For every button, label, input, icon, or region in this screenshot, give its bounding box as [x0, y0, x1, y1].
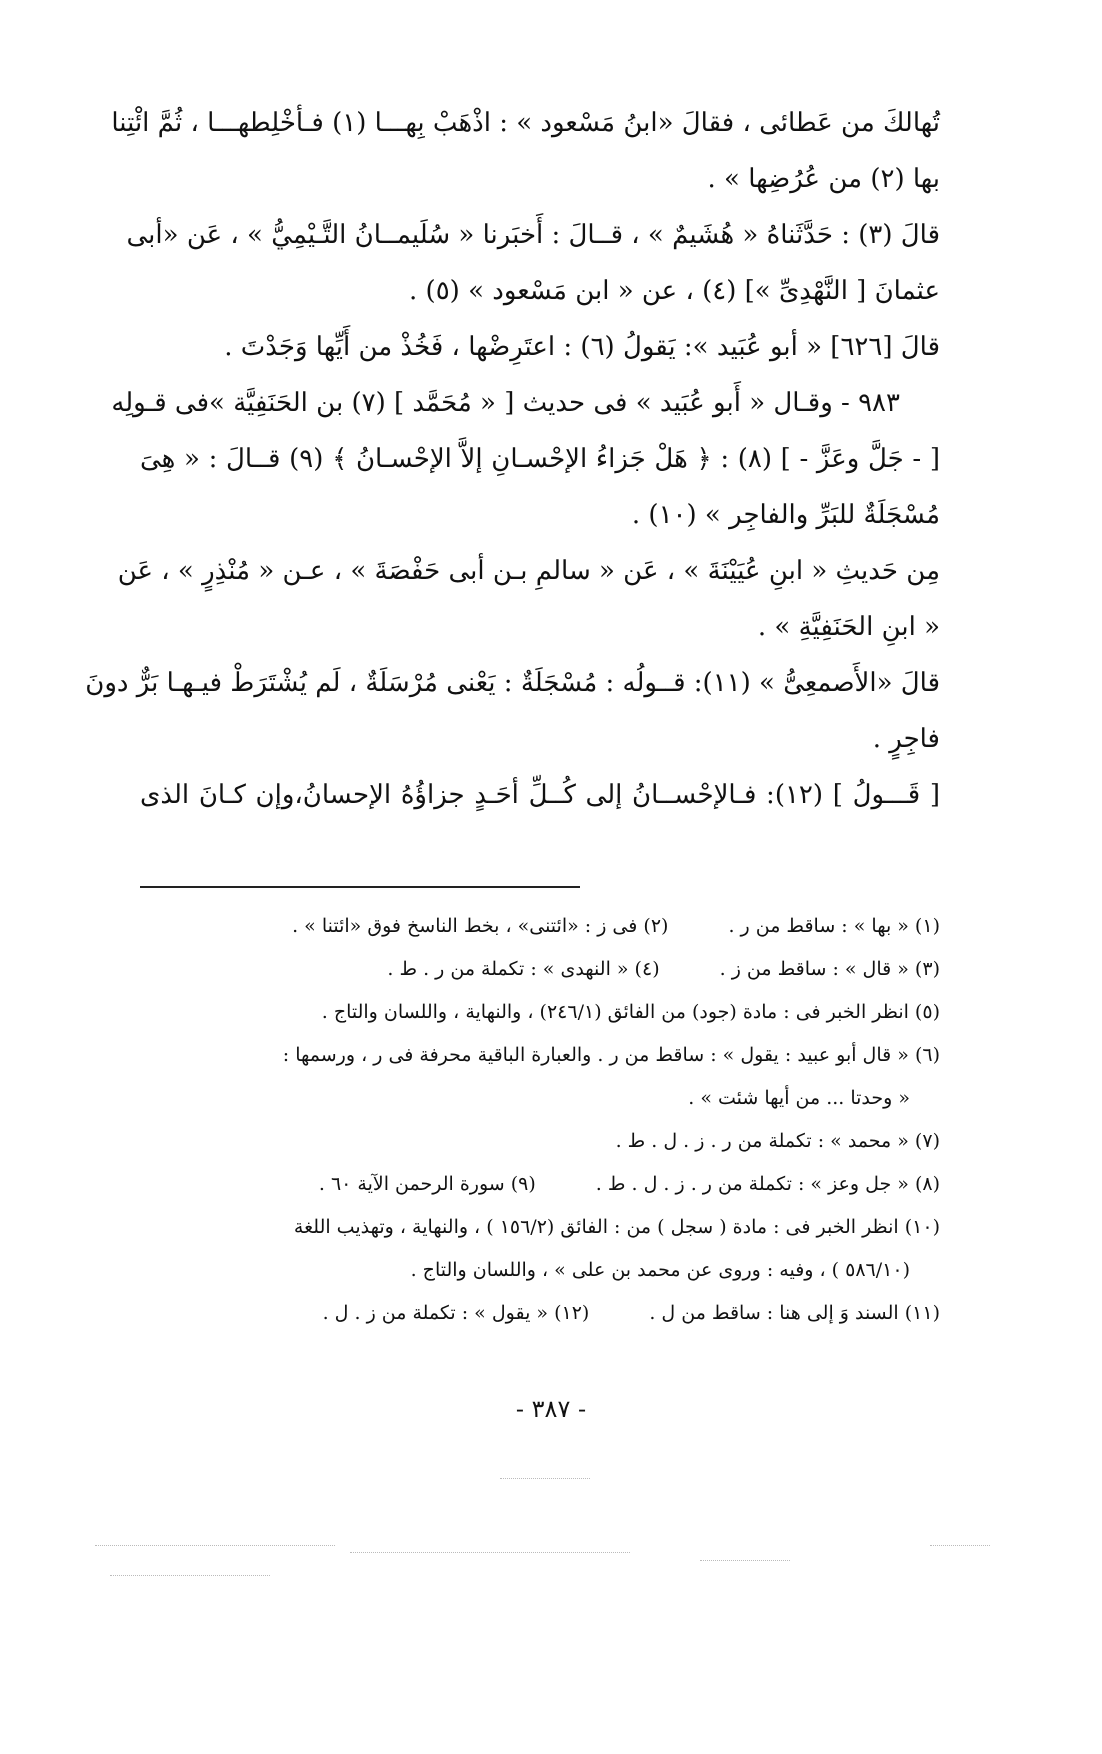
page-number: - ٣٨٧ -	[515, 1395, 587, 1423]
footnote-8: (٨) « جل وعز » : تكملة من ر . ز . ل . ط .	[595, 1173, 940, 1195]
footnote-2: (٢) فى ز : «ائتنى» ، بخط الناسخ فوق «ائتنا » .	[292, 915, 669, 937]
text-line-8: مُسْجَلَةٌ للبَرِّ والفاجِر » (١٠) .	[631, 500, 940, 530]
footnote-row-8	[140, 1163, 940, 1206]
scan-artifact	[930, 1545, 990, 1546]
footnote-6: (٦) « قال أبو عبيد : يقول » : ساقط من ر . والعبارة الباقية محرفة فى ر ، ورسمها :	[282, 1044, 940, 1066]
scan-artifact	[110, 1575, 270, 1576]
text-line-3: قالَ (٣) : حَدَّثَناهُ « هُشَيمٌ » ، قــالَ : أَخبَرنا « سُلَيمــانُ التَّـيْمِيُّ » ، عَن «أبى	[126, 220, 940, 250]
scan-artifact	[95, 1545, 335, 1546]
footnote-separator	[140, 886, 580, 888]
text-line-10: « ابنِ الحَنَفِيَّةِ » .	[757, 612, 940, 642]
scan-artifact	[350, 1552, 630, 1553]
text-line-2: بها (٢) من عُرُضِها » .	[707, 164, 940, 194]
footnote-12: (١٢) « يقول » : تكملة من ز . ل .	[322, 1302, 590, 1324]
text-line-1: تُهالكَ من عَطائى ، فقالَ «ابنُ مَسْعود » : اذْهَبْ بِهـــا (١) فـأخْلِطهـــا ، ثُمَّ ائْتِنا	[111, 108, 940, 138]
scan-artifact	[500, 1478, 590, 1479]
footnote-1: (١) « بها » : ساقط من ر .	[728, 915, 940, 937]
footnote-3: (٣) « قال » : ساقط من ز .	[719, 958, 940, 980]
footnote-row-11	[140, 1292, 940, 1335]
text-line-6: ٩٨٣ - وقـال « أَبو عُبَيد » فى حديث [ « مُحَمَّد ] (٧) بن الحَنَفِيَّة »فى قـولِه	[111, 388, 900, 418]
footnotes	[140, 905, 940, 1335]
footnote-7: (٧) « محمد » : تكملة من ر . ز . ل . ط .	[615, 1130, 940, 1152]
text-line-5: قالَ [٦٢٦] « أبو عُبَيد »: يَقولُ (٦) : اعتَرِضْها ، فَخُذْ من أَيِّها وَجَدْتَ .	[224, 332, 940, 362]
footnote-4: (٤) « النهدى » : تكملة من ر . ط .	[387, 958, 660, 980]
footnote-row-2	[140, 948, 940, 991]
text-line-4: عثمانَ [ النَّهْدِىِّ »] (٤) ، عن « ابن مَسْعود » (٥) .	[409, 276, 940, 306]
text-line-12: فاجِرٍ .	[872, 724, 940, 754]
footnote-6-continued: « وحدتا ... من أيها شئت » .	[688, 1087, 910, 1109]
footnote-11: (١١) السند وَ إلى هنا : ساقط من ل .	[649, 1302, 940, 1324]
text-line-7: [ - جَلَّ وعَزَّ - ] (٨) : ﴿ هَلْ جَزاءُ الإحْسـانِ إلاَّ الإحْسـانُ ﴾ (٩) قــالَ : « هِىَ	[140, 444, 940, 474]
text-line-13: [ قَـــولُ ] (١٢): فـالإحْســانُ إلى كُــلِّ أحَـدٍ جزاؤُهُ الإحسانُ،وإن كـانَ الذى	[140, 780, 940, 810]
text-line-9: مِن حَديثِ « ابنِ عُيَيْنَةَ » ، عَن « سالمِ بـن أبى حَفْصَةَ » ، عـن « مُنْذِرٍ » ، عَن	[117, 556, 940, 586]
footnote-5: (٥) انظر الخبر فى : مادة (جود) من الفائق (٢٤٦/١) ، والنهاية ، واللسان والتاج .	[321, 1001, 940, 1023]
footnote-10-continued: (٥٨٦/١٠ ) ، وفيه : وروى عن محمد بن على » ، واللسان والتاج .	[410, 1259, 910, 1281]
footnote-10: (١٠) انظر الخبر فى : مادة ( سجل ) من : الفائق (١٥٦/٢ ) ، والنهاية ، وتهذيب اللغة	[293, 1216, 940, 1238]
scan-artifact	[700, 1560, 790, 1561]
footnote-row-1	[140, 905, 940, 948]
text-line-11: قالَ «الأَصمعِىُّ » (١١): قــولُه : مُسْجَلَةٌ : يَعْنى مُرْسَلَةٌ ، لَم يُشْتَرَطْ فيـهـا بَرٌّ دونَ	[85, 668, 940, 698]
footnote-9: (٩) سورة الرحمن الآية ٦٠ .	[318, 1173, 536, 1195]
main-text	[85, 95, 940, 823]
